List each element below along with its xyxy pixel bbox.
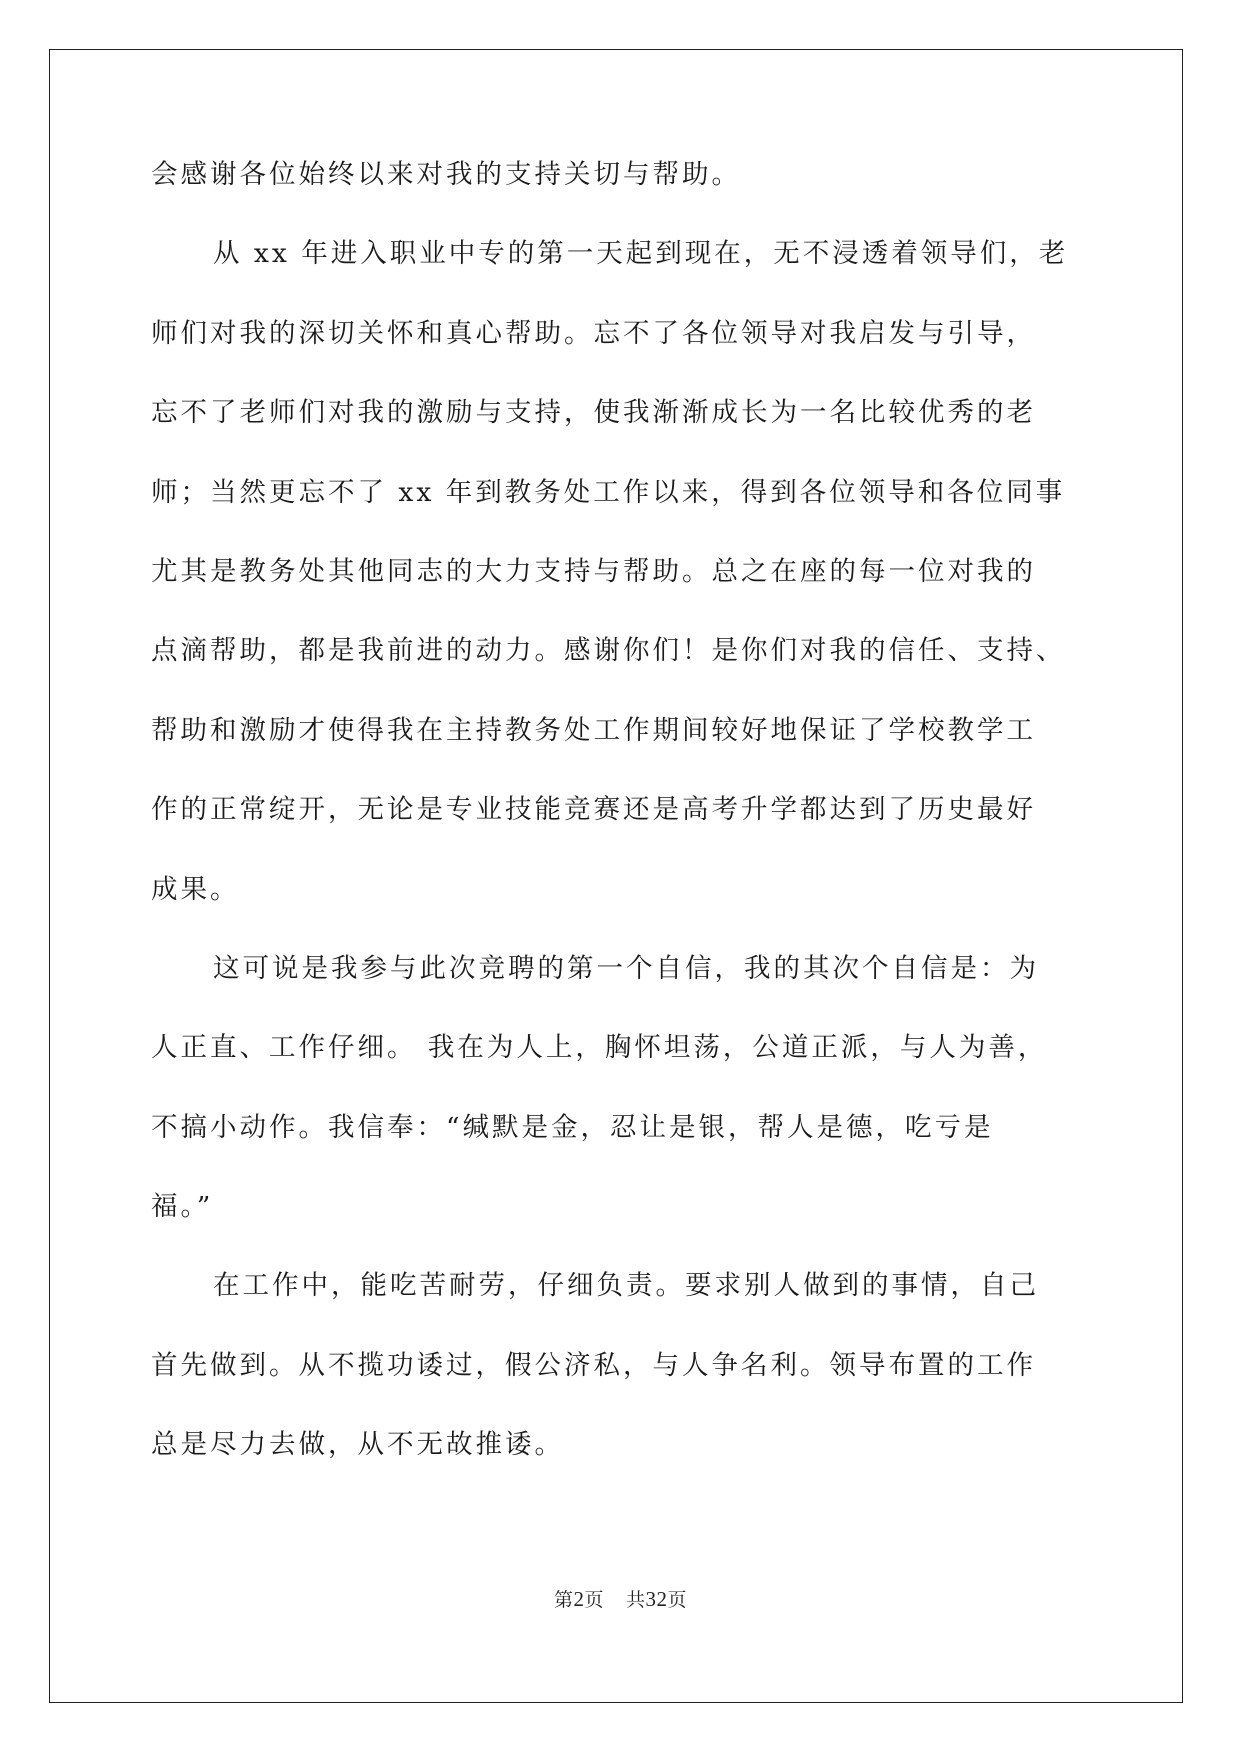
text-line: 福。”: [151, 1191, 214, 1223]
total-prefix: 共: [626, 1589, 646, 1611]
page-number: 2: [573, 1587, 585, 1611]
text-line: 师；当然更忘不了 xx 年到教务处工作以来，得到各位领导和各位同事: [151, 476, 1066, 508]
text-line: 忘不了老师们对我的激励与支持，使我渐渐成长为一名比较优秀的老: [151, 397, 1036, 429]
text-line: 不搞小动作。我信奉：“缄默是金，忍让是银，帮人是德，吃亏是: [151, 1111, 994, 1143]
text-line: 在工作中，能吃苦耐劳，仔细负责。要求别人做到的事情，自己: [213, 1270, 1039, 1302]
text-line: 帮助和激励才使得我在主持教务处工作期间较好地保证了学校教学工: [151, 714, 1036, 746]
text-line: 总是尽力去做，从不无故推诿。: [151, 1429, 564, 1461]
text-line: 这可说是我参与此次竞聘的第一个自信，我的其次个自信是：为: [213, 952, 1039, 984]
text-line: 尤其是教务处其他同志的大力支持与帮助。总之在座的每一位对我的: [151, 555, 1036, 587]
text-line: 人正直、工作仔细。 我在为人上，胸怀坦荡，公道正派，与人为善，: [151, 1032, 1048, 1064]
total-pages: 32: [645, 1587, 668, 1611]
text-line: 点滴帮助，都是我前进的动力。感谢你们！是你们对我的信任、支持、: [151, 635, 1066, 667]
page-footer: [0, 1585, 1241, 1612]
text-line: 会感谢各位始终以来对我的支持关切与帮助。: [151, 159, 741, 190]
total-suffix: 页: [667, 1589, 688, 1611]
text-line: 从 xx 年进入职业中专的第一天起到现在，无不浸透着领导们，老: [213, 238, 1069, 270]
page-suffix: 页: [584, 1589, 604, 1611]
text-line: 师们对我的深切关怀和真心帮助。忘不了各位领导对我启发与引导，: [151, 317, 1036, 349]
page-prefix: 第: [553, 1589, 574, 1611]
text-line: 成果。: [151, 873, 240, 905]
text-line: 首先做到。从不揽功诿过，假公济私，与人争名利。领导布置的工作: [151, 1349, 1036, 1381]
document-body: [151, 155, 1101, 1505]
text-line: 作的正常绽开，无论是专业技能竞赛还是高考升学都达到了历史最好: [151, 794, 1036, 826]
